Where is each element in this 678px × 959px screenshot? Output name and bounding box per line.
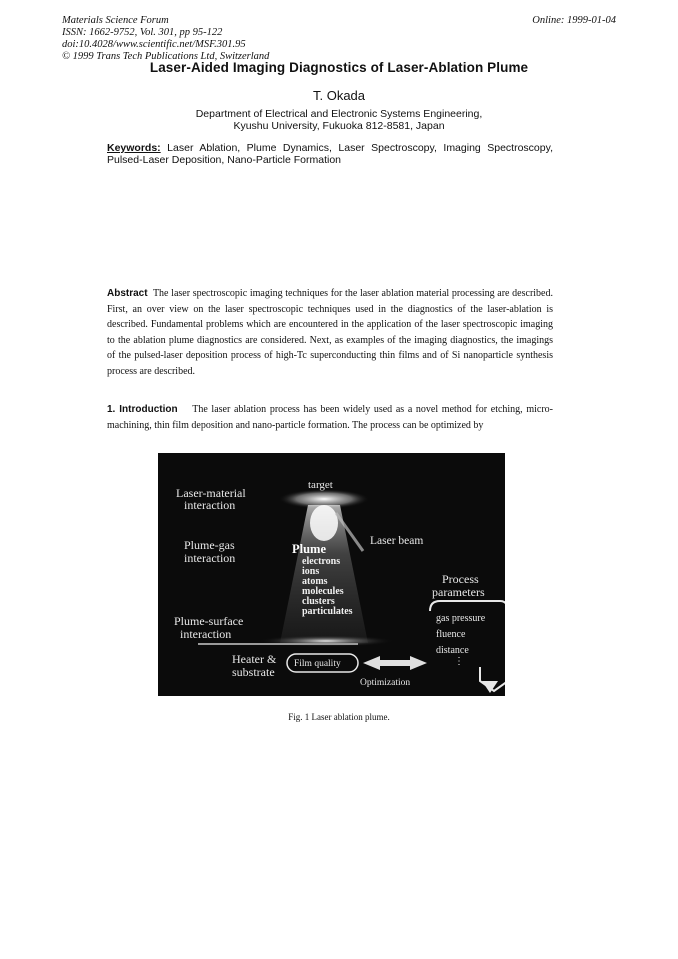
plume-species-clusters: clusters (302, 596, 335, 607)
abstract-text: The laser spectroscopic imaging techniques for the laser ablation material processing are described. First, an over view on the laser spectroscopic techniques used in the diagnostics of the laser-ablation is described. Fundamental problems which are encountered in the application of the laser spectroscopic imaging to the ablation plume diagnostics are considered. Next, as examples of the imaging diagnostics, the imagings of the pulsed-laser deposition process of high-Tc superconducting thin films and of Si nanoparticle synthesis process are described. (107, 288, 553, 377)
plume-species-ions: ions (302, 566, 320, 577)
copyright-line: © 1999 Trans Tech Publications Ltd, Switzerland (62, 51, 270, 62)
plume-label: Plume (292, 542, 327, 556)
film-quality-label: Film quality (294, 659, 341, 669)
plume-species-atoms: atoms (302, 576, 328, 587)
keywords (107, 142, 553, 166)
online-date: Online: 1999-01-04 (532, 15, 616, 26)
journal-header (62, 15, 269, 63)
affiliation (0, 108, 678, 132)
introduction-text: The laser ablation process has been widely used as a novel method for etching, micro-machining, thin film deposition and nano-particle formation. The process can be optimized by (107, 404, 553, 431)
substrate-glow (256, 635, 396, 647)
heater-label-2: substrate (232, 665, 275, 679)
param-gas-pressure: gas pressure (436, 613, 486, 624)
plume-species-electrons: electrons (302, 556, 341, 567)
keywords-label: Keywords: (107, 142, 161, 154)
figure-caption: Fig. 1 Laser ablation plume. (288, 712, 390, 722)
paper-title: Laser-Aided Imaging Diagnostics of Laser-Ablation Plume (149, 60, 529, 75)
abstract (107, 286, 553, 380)
optimization-arrow-icon (363, 656, 427, 670)
doi-link[interactable]: doi:10.4028/www.scientific.net/MSF.301.95 (62, 39, 246, 50)
plume-surface-label-2: interaction (180, 627, 232, 641)
param-fluence: fluence (436, 629, 466, 640)
plume-surface-label-1: Plume-surface (174, 614, 244, 628)
process-label-1: Process (442, 572, 479, 586)
keywords-text: Laser Ablation, Plume Dynamics, Laser Spectroscopy, Imaging Spectroscopy, Pulsed-Laser Deposition, Nano-Particle Formation (107, 142, 553, 166)
journal-name: Materials Science Forum (62, 15, 169, 26)
plume-species-list (302, 557, 353, 617)
parameter-arrow-icon (482, 681, 498, 693)
introduction-heading: 1. Introduction (107, 404, 178, 415)
abstract-label: Abstract (107, 288, 148, 299)
laser-material-label-1: Laser-material (176, 486, 246, 500)
plume-gas-label-1: Plume-gas (184, 538, 235, 552)
affiliation-line-2: Kyushu University, Fukuoka 812-8581, Japan (233, 120, 445, 132)
plume-species-molecules: molecules (302, 586, 344, 597)
param-distance: distance (436, 645, 469, 656)
plume-gas-label-2: interaction (184, 551, 236, 565)
plume-species-particulates: particulates (302, 606, 353, 617)
author-name: T. Okada (312, 88, 366, 103)
param-more: ⋮ (454, 656, 464, 667)
plume-core (310, 505, 338, 541)
substrate-bar (198, 643, 358, 645)
heater-label-1: Heater & (232, 652, 277, 666)
target-label: target (308, 479, 333, 491)
introduction (107, 402, 553, 433)
optimization-label: Optimization (360, 678, 411, 688)
affiliation-line-1: Department of Electrical and Electronic Systems Engineering, (195, 108, 483, 120)
laser-ablation-figure (158, 453, 505, 696)
laser-material-label-2: interaction (184, 498, 236, 512)
issn-line: ISSN: 1662-9752, Vol. 301, pp 95-122 (62, 27, 223, 38)
process-label-2: parameters (432, 585, 485, 599)
laser-beam-label: Laser beam (370, 535, 424, 547)
